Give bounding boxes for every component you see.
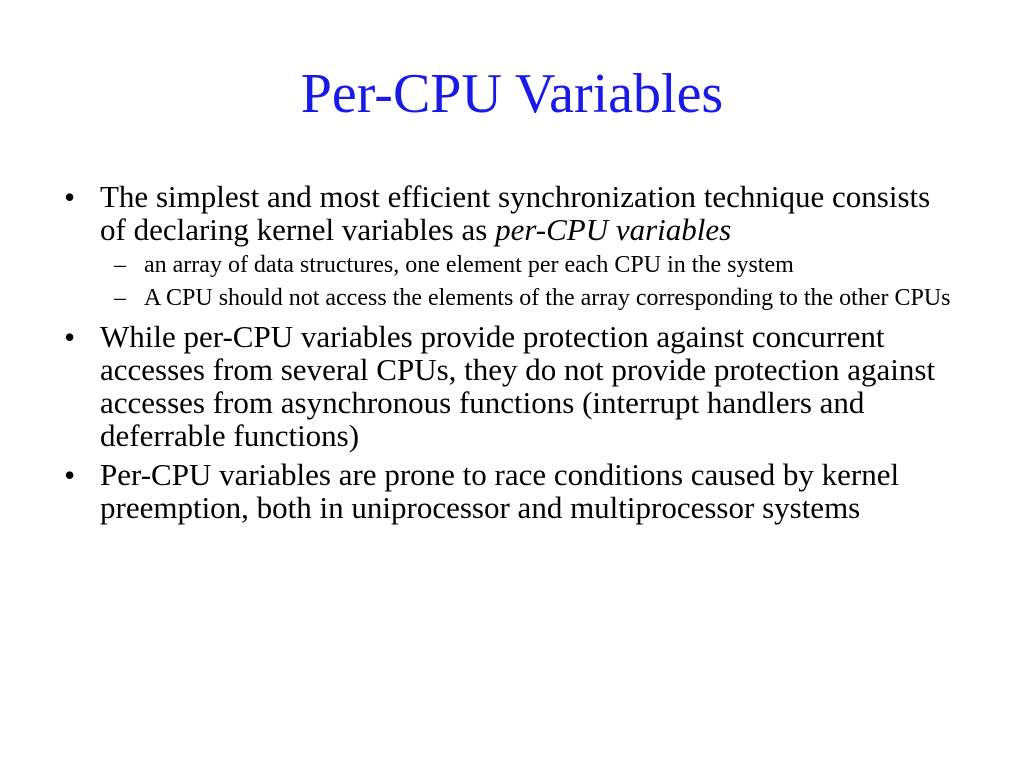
sub-bullet-text: A CPU should not access the elements of the array corresponding to the other CPUs xyxy=(144,285,951,311)
bullet-mark: • xyxy=(64,179,76,215)
slide-body xyxy=(56,180,956,528)
bullet-item xyxy=(56,458,956,524)
sub-bullet-list xyxy=(56,252,956,312)
sub-bullet-text: an array of data structures, one element per each CPU in the system xyxy=(144,252,794,278)
bullet-text-italic: per-CPU variables xyxy=(495,212,732,247)
bullet-mark: • xyxy=(64,457,76,493)
sub-bullet-mark: – xyxy=(114,285,126,311)
sub-bullet-mark: – xyxy=(114,252,126,278)
bullet-text: While per-CPU variables provide protection against concurrent accesses from several CPUs, they do not provide protection against accesses from asynchronous functions (interrupt handlers and deferrable functions) xyxy=(100,319,936,453)
slide-title: Per-CPU Variables xyxy=(300,63,724,125)
sub-bullet-item xyxy=(114,285,956,312)
bullet-text: Per-CPU variables are prone to race conditions caused by kernel preemption, both in uniprocessor and multiprocessor systems xyxy=(100,457,900,525)
bullet-mark: • xyxy=(64,319,76,355)
bullet-item xyxy=(56,320,956,452)
bullet-item xyxy=(56,180,956,246)
sub-bullet-item xyxy=(114,252,956,279)
bullet-text xyxy=(100,180,956,246)
bullet-text-plain: The simplest and most efficient synchronization technique consists of declaring kernel variables as xyxy=(100,179,931,247)
